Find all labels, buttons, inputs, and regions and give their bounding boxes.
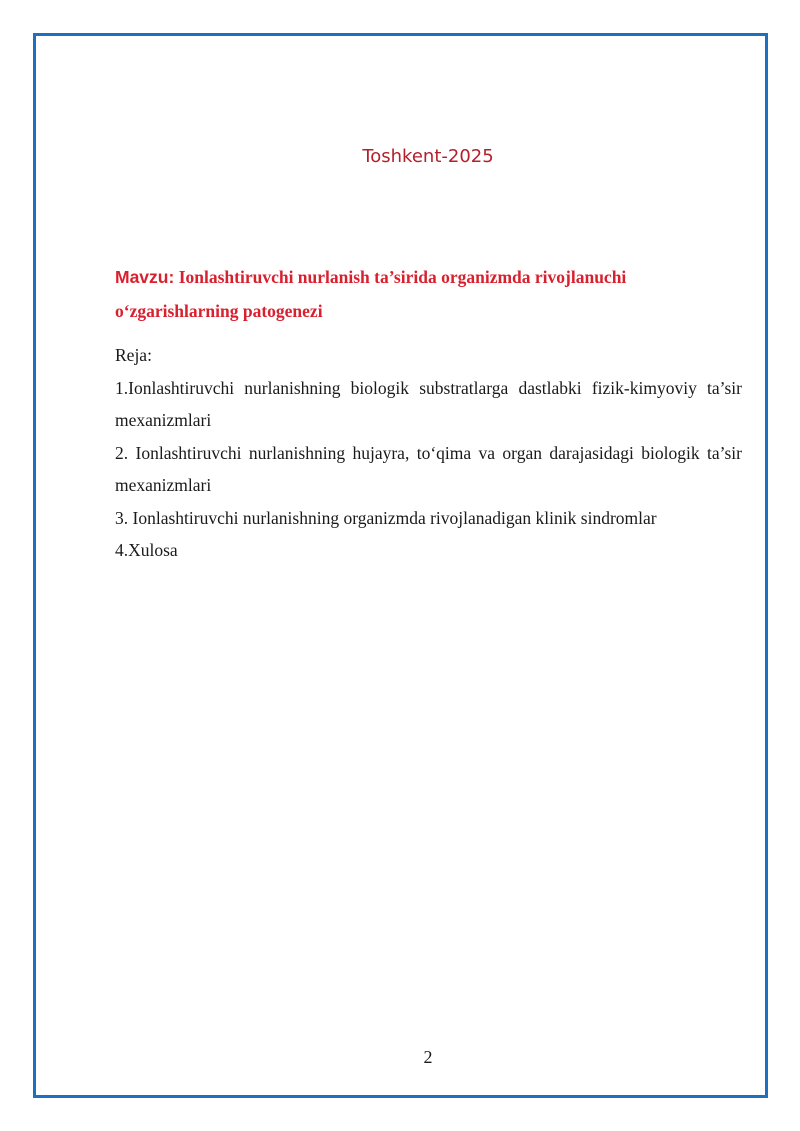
city-year-line: Toshkent-2025 <box>362 146 494 167</box>
plan-item-2: 2. Ionlashtiruvchi nurlanishning hujayra, to‘qima va organ darajasidagi biologik ta’sir mexanizmlari <box>115 442 742 495</box>
plan-item-3: 3. Ionlashtiruvchi nurlanishning organizmda rivojlanadigan klinik sindromlar <box>115 507 657 528</box>
topic-title: Ionlashtiruvchi nurlanish ta’sirida organizmda rivojlanuchi o‘zgarishlarning patogenezi <box>115 267 627 321</box>
topic-heading <box>115 260 742 328</box>
plan-heading: Reja: <box>115 345 152 365</box>
page-number: 2 <box>423 1047 433 1067</box>
plan-item-1: 1.Ionlashtiruvchi nurlanishning biologik substratlarga dastlabki fizik-kimyoviy ta’sir mexanizmlari <box>115 377 742 430</box>
plan-item-4: 4.Xulosa <box>115 540 178 560</box>
plan-section <box>115 339 742 567</box>
topic-label: Mavzu: <box>115 267 175 287</box>
